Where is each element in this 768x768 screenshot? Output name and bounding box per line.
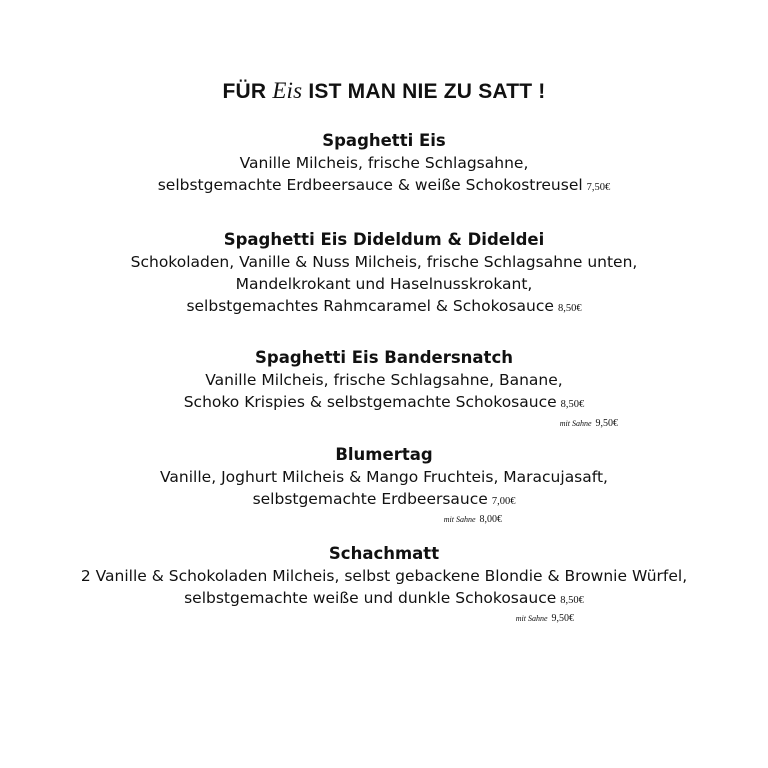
item-price: 8,50€ [557,303,582,314]
item-description-line [0,295,768,320]
extra-label: mit Sahne [515,614,548,623]
item-description-line: Vanille Milcheis, frische Schlagsahne, [239,154,529,172]
menu-item-blumertag [0,444,768,513]
menu-item-bandersnatch [0,347,768,416]
item-price: 8,50€ [560,399,585,410]
item-description-line: Schokoladen, Vanille & Nuss Milcheis, frische Schlagsahne unten, [130,253,638,271]
title-pre: FÜR [222,80,267,103]
extra-label: mit Sahne [443,515,476,524]
item-name: Blumertag [335,445,433,464]
item-name: Schachmatt [328,544,440,563]
item-description-line: 2 Vanille & Schokoladen Milcheis, selbst gebackene Blondie & Brownie Würfel, [80,567,688,585]
item-name: Spaghetti Eis Bandersnatch [255,348,513,367]
item-name: Spaghetti Eis [322,131,446,150]
item-price: 8,50€ [560,595,584,606]
item-description-text: selbstgemachte weiße und dunkle Schokosauce [184,589,557,607]
extra-label: mit Sahne [559,419,592,428]
item-extra-price [500,417,618,430]
title-post: IST MAN NIE ZU SATT ! [308,80,546,103]
item-description-text: selbstgemachte Erdbeersauce & weiße Schokostreusel [157,176,583,194]
extra-price: 9,50€ [551,613,574,624]
item-extra-price [398,513,502,526]
item-extra-price [470,612,574,625]
title-script-word: Eis [272,78,303,103]
menu-item-dideldum [0,229,768,320]
menu-item-spaghetti-eis [0,130,768,199]
item-price: 7,00€ [491,496,516,507]
item-description-line: Vanille Milcheis, frische Schlagsahne, Banane, [205,371,563,389]
item-description-text: selbstgemachtes Rahmcaramel & Schokosauce [186,297,554,315]
page-title [0,78,768,104]
menu-item-schachmatt [0,543,768,612]
item-price: 7,50€ [586,182,611,193]
item-description-text: selbstgemachte Erdbeersauce [252,490,488,508]
item-description-line: Mandelkrokant und Haselnusskrokant, [235,275,533,293]
item-description-line: Vanille, Joghurt Milcheis & Mango Fruchteis, Maracujasaft, [160,468,608,486]
item-description-line [0,587,768,612]
item-description-line [0,488,768,513]
extra-price: 9,50€ [595,418,618,429]
extra-price: 8,00€ [479,514,502,525]
item-description-line [0,174,768,199]
item-name: Spaghetti Eis Dideldum & Dideldei [223,230,545,249]
item-description-line [0,391,768,416]
item-description-text: Schoko Krispies & selbstgemachte Schokosauce [183,393,557,411]
